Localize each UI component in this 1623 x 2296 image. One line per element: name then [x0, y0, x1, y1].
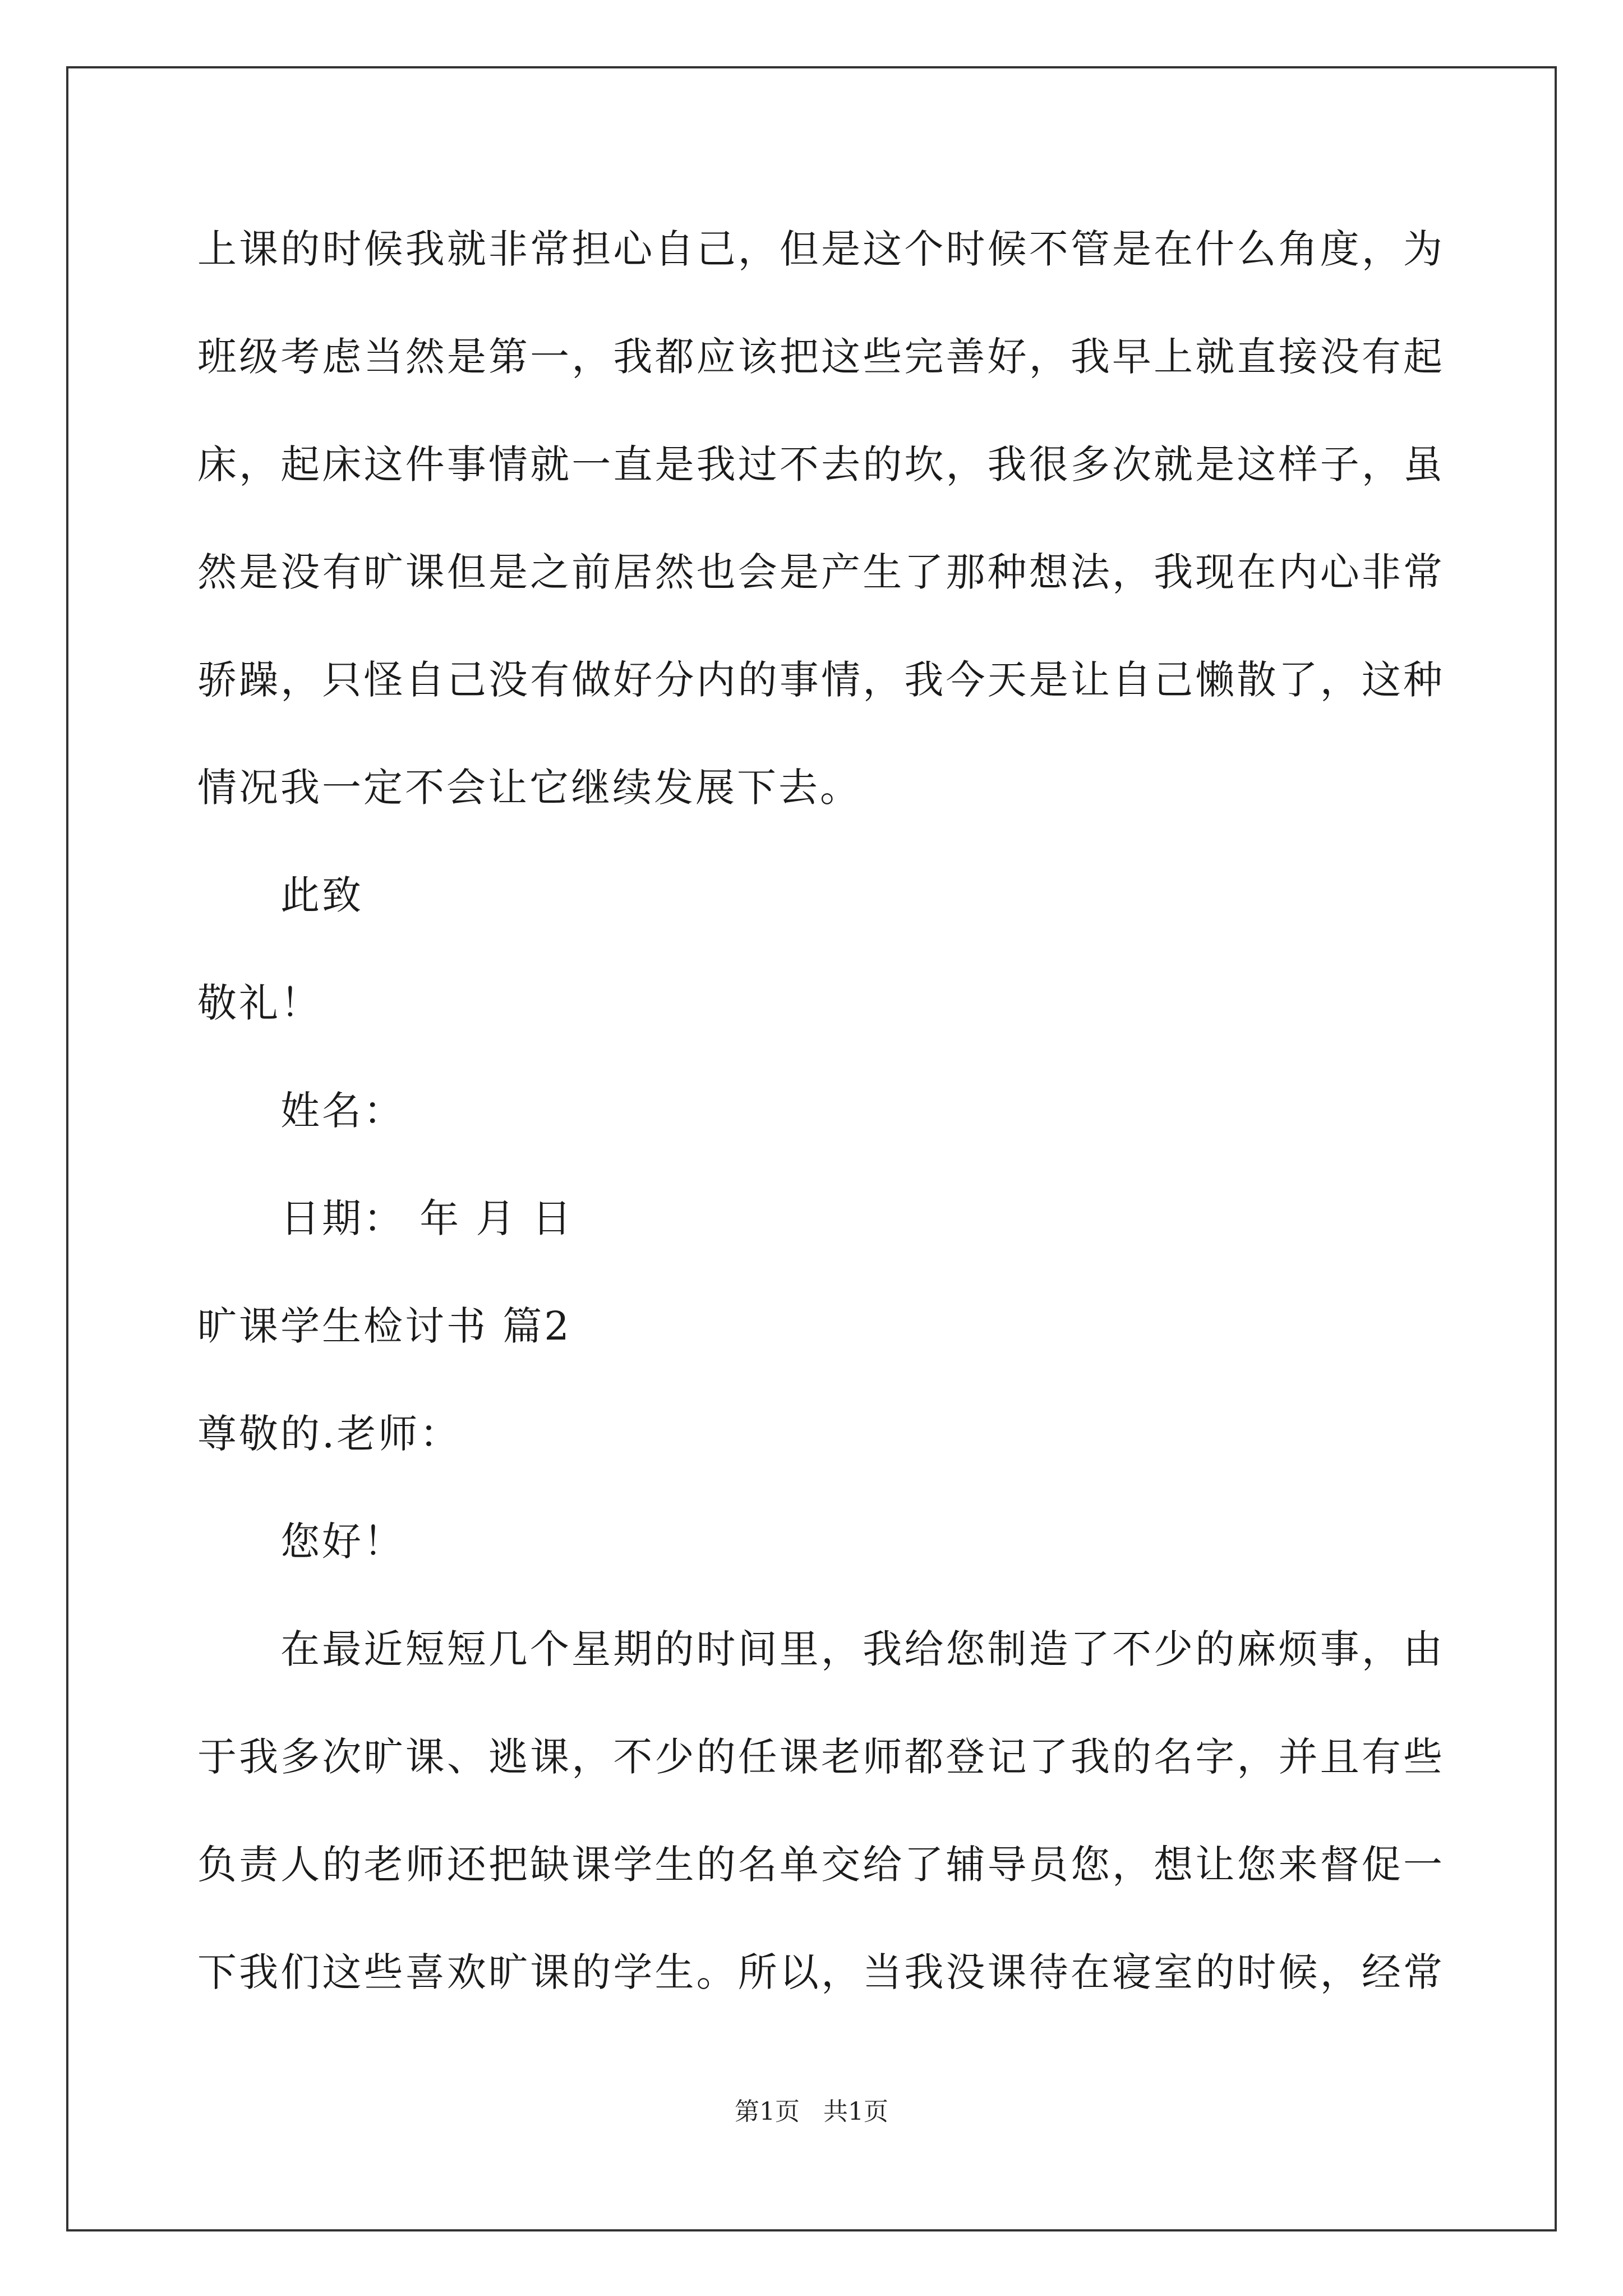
text-line: 负责人的老师还把缺课学生的名单交给了辅导员您，想让您来督促一	[197, 1842, 1442, 1888]
text-line: 床，起床这件事情就一直是我过不去的坎，我很多次就是这样子，虽	[197, 441, 1442, 487]
section-title: 旷课学生检讨书 篇2	[197, 1303, 571, 1349]
document-body	[197, 195, 1442, 2026]
salutation-line: 敬礼！	[197, 980, 322, 1026]
text-line: 上课的时候我就非常担心自己，但是这个时候不管是在什么角度，为	[197, 226, 1442, 272]
text-line: 然是没有旷课但是之前居然也会是产生了那种想法，我现在内心非常	[197, 549, 1442, 595]
signature-name-line: 姓名：	[280, 1088, 405, 1134]
text-line: 下我们这些喜欢旷课的学生。所以，当我没课待在寝室的时候，经常	[197, 1949, 1442, 1995]
text-line: 于我多次旷课、逃课，不少的任课老师都登记了我的名字，并且有些	[197, 1734, 1442, 1780]
page-footer: 第1页 共1页	[735, 2097, 888, 2126]
text-line: 骄躁，只怪自己没有做好分内的事情，我今天是让自己懒散了，这种	[197, 657, 1442, 703]
signature-date-line: 日期： 年 月 日	[280, 1195, 574, 1241]
greeting-line: 您好！	[280, 1519, 405, 1565]
text-line: 情况我一定不会让它继续发展下去。	[197, 765, 861, 811]
text-line: 在最近短短几个星期的时间里，我给您制造了不少的麻烦事，由	[280, 1626, 1442, 1672]
greeting-line: 尊敬的.老师：	[197, 1411, 462, 1457]
text-line: 班级考虑当然是第一，我都应该把这些完善好，我早上就直接没有起	[197, 334, 1442, 380]
salutation-line: 此致	[280, 872, 363, 918]
